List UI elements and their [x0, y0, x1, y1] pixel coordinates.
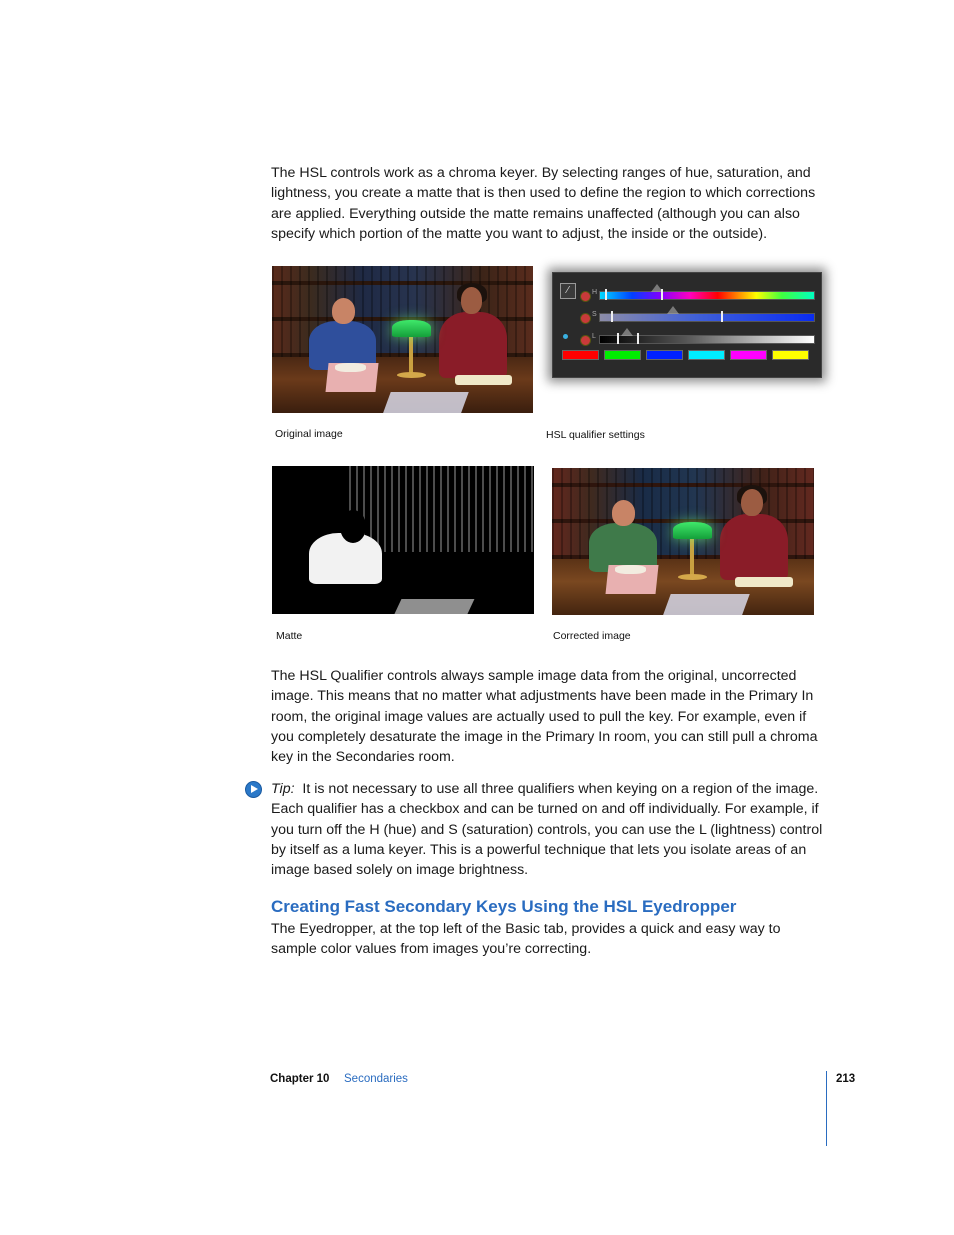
saturation-range-bar[interactable] [599, 313, 815, 322]
corrected-image-caption: Corrected image [553, 630, 631, 642]
hue-low-handle[interactable] [605, 289, 607, 300]
qualifier-enabled-indicator[interactable] [563, 334, 568, 339]
yellow-swatch[interactable] [772, 350, 809, 360]
saturation-reset-icon[interactable] [580, 313, 591, 324]
matte-caption: Matte [276, 630, 303, 642]
page-number: 213 [836, 1073, 856, 1085]
saturation-softness-marker[interactable] [667, 306, 679, 314]
saturation-label: S [592, 311, 597, 318]
intro-paragraph: The HSL controls work as a chroma keyer. By selecting ranges of hue, saturation, and lightness, you create a matte that is then used to define the region to which corrections are applied. Everything outside the matte remains unaffected (although you can also specify which portion of the matte you want to adjust, the inside or the outside). [271, 165, 816, 242]
lightness-low-handle[interactable] [617, 333, 619, 344]
section-heading: Creating Fast Secondary Keys Using the HSL Eyedropper [271, 897, 737, 916]
tip-text: It is not necessary to use all three qualifiers when keying on a region of the image. Each qualifier has a checkbox and can be turned on and off individually. For example, if you turn off the H (hue) and S (saturation) controls, you can use the L (lightness) control by itself as a luma keyer. This is a powerful technique that lets you isolate areas of an image based solely on image brightness. [271, 781, 823, 879]
hsl-qualifier-panel [552, 272, 822, 378]
footer-divider [826, 1071, 827, 1146]
qualifier-paragraph: The HSL Qualifier controls always sample image data from the original, uncorrected image. This means that no matter what adjustments have been made in the Primary In room, the original image values are actually used to pull the key. For example, even if you completely desaturate the image in the Primary In room, you can still pull a chroma key in the Secondaries room. [271, 668, 818, 766]
hsl-settings-caption: HSL qualifier settings [546, 429, 645, 441]
original-image-caption: Original image [275, 428, 343, 440]
eyedropper-paragraph: The Eyedropper, at the top left of the Basic tab, provides a quick and easy way to sample color values from images you’re correcting. [271, 921, 781, 958]
original-image [272, 266, 533, 413]
hue-high-handle[interactable] [661, 289, 663, 300]
magenta-swatch[interactable] [730, 350, 767, 360]
eyedropper-icon[interactable]: ⁄ [560, 283, 576, 299]
red-swatch[interactable] [562, 350, 599, 360]
lightness-high-handle[interactable] [637, 333, 639, 344]
blue-swatch[interactable] [646, 350, 683, 360]
tip-arrow-icon [245, 781, 262, 798]
corrected-image [552, 468, 814, 615]
matte-image [272, 466, 534, 614]
footer-section-link[interactable]: Secondaries [344, 1073, 408, 1085]
cyan-swatch[interactable] [688, 350, 725, 360]
tip-paragraph [271, 779, 827, 880]
tip-label: Tip: [271, 781, 295, 797]
lightness-reset-icon[interactable] [580, 335, 591, 346]
hue-range-bar[interactable] [599, 291, 815, 300]
hue-label: H [592, 289, 598, 296]
green-swatch[interactable] [604, 350, 641, 360]
lightness-softness-marker[interactable] [621, 328, 633, 336]
lightness-range-bar[interactable] [599, 335, 815, 344]
hue-reset-icon[interactable] [580, 291, 591, 302]
saturation-low-handle[interactable] [611, 311, 613, 322]
lightness-label: L [592, 333, 596, 340]
footer-chapter: Chapter 10 [270, 1073, 330, 1085]
saturation-high-handle[interactable] [721, 311, 723, 322]
